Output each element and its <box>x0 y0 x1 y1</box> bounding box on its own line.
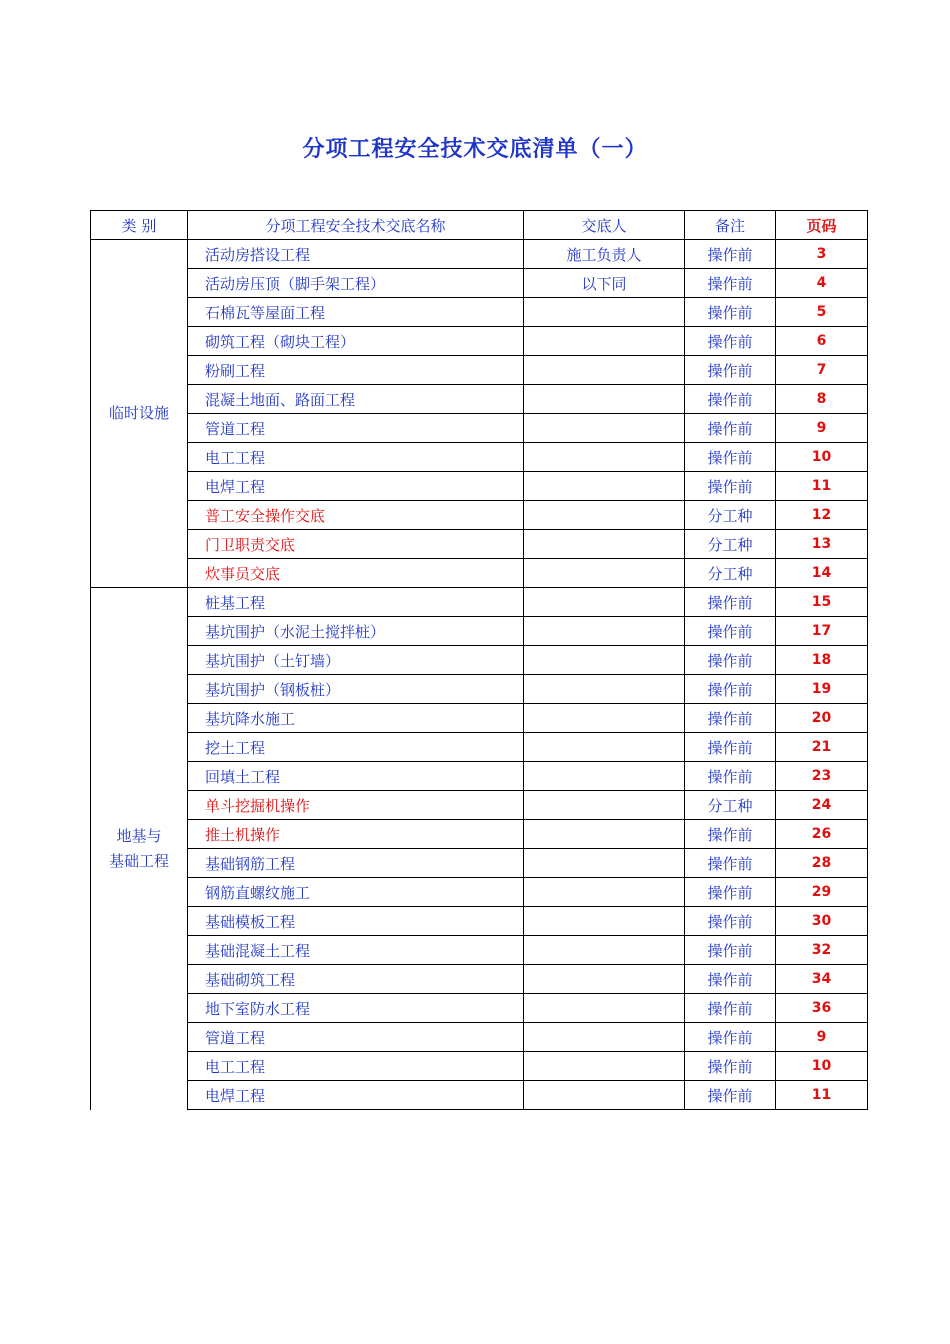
briefer-cell <box>524 820 685 849</box>
note-cell: 操作前 <box>685 907 776 936</box>
category-label: 地基与 <box>116 826 162 845</box>
table-row <box>91 733 868 762</box>
header-person: 交底人 <box>524 211 685 240</box>
note-cell: 操作前 <box>685 443 776 472</box>
page-number-cell: 12 <box>776 501 868 530</box>
briefer-cell <box>524 704 685 733</box>
table-row <box>91 994 868 1023</box>
table-row <box>91 530 868 559</box>
note-cell: 操作前 <box>685 820 776 849</box>
note-cell: 操作前 <box>685 472 776 501</box>
briefer-cell <box>524 327 685 356</box>
item-name-cell: 砌筑工程（砌块工程） <box>188 327 524 356</box>
briefer-cell <box>524 791 685 820</box>
page-title: 分项工程安全技术交底清单（一） <box>302 137 648 162</box>
briefer-cell <box>524 1052 685 1081</box>
page-number-cell: 36 <box>776 994 868 1023</box>
header-page: 页码 <box>776 211 868 240</box>
item-name-cell: 桩基工程 <box>188 588 524 617</box>
briefer-cell <box>524 936 685 965</box>
page-number-cell: 11 <box>776 1081 868 1110</box>
note-cell: 操作前 <box>685 414 776 443</box>
table-row <box>91 704 868 733</box>
briefer-cell <box>524 356 685 385</box>
table-row <box>91 414 868 443</box>
item-name-cell: 回填土工程 <box>188 762 524 791</box>
table-row <box>91 762 868 791</box>
table-row <box>91 907 868 936</box>
item-name-cell: 地下室防水工程 <box>188 994 524 1023</box>
item-name-cell: 普工安全操作交底 <box>188 501 524 530</box>
header-note: 备注 <box>685 211 776 240</box>
item-name-cell: 电工工程 <box>188 443 524 472</box>
page-number-cell: 30 <box>776 907 868 936</box>
page-number-cell: 10 <box>776 443 868 472</box>
item-name-cell: 基坑降水施工 <box>188 704 524 733</box>
table-row <box>91 849 868 878</box>
header-name: 分项工程安全技术交底名称 <box>188 211 524 240</box>
note-cell: 分工种 <box>685 791 776 820</box>
page-number-cell: 14 <box>776 559 868 588</box>
page-number-cell: 19 <box>776 675 868 704</box>
item-name-cell: 基坑围护（钢板桩） <box>188 675 524 704</box>
note-cell: 操作前 <box>685 1023 776 1052</box>
table-row <box>91 559 868 588</box>
note-cell: 操作前 <box>685 617 776 646</box>
page-number-cell: 9 <box>776 1023 868 1052</box>
briefer-cell <box>524 443 685 472</box>
item-name-cell: 粉刷工程 <box>188 356 524 385</box>
note-cell: 分工种 <box>685 530 776 559</box>
table-row <box>91 1023 868 1052</box>
table-row <box>91 791 868 820</box>
page-number-cell: 9 <box>776 414 868 443</box>
note-cell: 操作前 <box>685 994 776 1023</box>
note-cell: 分工种 <box>685 559 776 588</box>
briefer-cell <box>524 472 685 501</box>
table-body <box>91 240 868 1110</box>
page-number-cell: 10 <box>776 1052 868 1081</box>
briefer-cell <box>524 849 685 878</box>
item-name-cell: 基础钢筋工程 <box>188 849 524 878</box>
briefer-cell <box>524 762 685 791</box>
header-row <box>91 211 868 240</box>
page-number-cell: 7 <box>776 356 868 385</box>
note-cell: 操作前 <box>685 965 776 994</box>
note-cell: 操作前 <box>685 762 776 791</box>
briefer-cell <box>524 588 685 617</box>
item-name-cell: 基坑围护（土钉墙） <box>188 646 524 675</box>
page-number-cell: 34 <box>776 965 868 994</box>
note-cell: 操作前 <box>685 298 776 327</box>
item-name-cell: 电工工程 <box>188 1052 524 1081</box>
briefer-cell <box>524 559 685 588</box>
note-cell: 操作前 <box>685 704 776 733</box>
item-name-cell: 电焊工程 <box>188 1081 524 1110</box>
briefer-cell: 施工负责人 <box>524 240 685 269</box>
page-number-cell: 29 <box>776 878 868 907</box>
table-row <box>91 472 868 501</box>
table-row <box>91 936 868 965</box>
table-row <box>91 240 868 269</box>
page-number-cell: 3 <box>776 240 868 269</box>
note-cell: 操作前 <box>685 1052 776 1081</box>
table-row <box>91 675 868 704</box>
note-cell: 操作前 <box>685 936 776 965</box>
table-row <box>91 327 868 356</box>
briefer-cell: 以下同 <box>524 269 685 298</box>
item-name-cell: 炊事员交底 <box>188 559 524 588</box>
page-number-cell: 6 <box>776 327 868 356</box>
item-name-cell: 活动房搭设工程 <box>188 240 524 269</box>
table-row <box>91 298 868 327</box>
category-label: 临时设施 <box>108 404 169 422</box>
table-row <box>91 385 868 414</box>
item-name-cell: 基坑围护（水泥土搅拌桩） <box>188 617 524 646</box>
note-cell: 操作前 <box>685 327 776 356</box>
note-cell: 操作前 <box>685 269 776 298</box>
page-number-cell: 17 <box>776 617 868 646</box>
page-number-cell: 15 <box>776 588 868 617</box>
table-row <box>91 1052 868 1081</box>
page-number-cell: 23 <box>776 762 868 791</box>
item-name-cell: 管道工程 <box>188 1023 524 1052</box>
item-name-cell: 基础模板工程 <box>188 907 524 936</box>
item-name-cell: 石棉瓦等屋面工程 <box>188 298 524 327</box>
item-name-cell: 挖土工程 <box>188 733 524 762</box>
briefer-cell <box>524 675 685 704</box>
briefer-cell <box>524 1081 685 1110</box>
page-number-cell: 20 <box>776 704 868 733</box>
safety-briefing-table <box>90 210 868 1110</box>
header-category: 类 别 <box>91 211 188 240</box>
page-number-cell: 11 <box>776 472 868 501</box>
briefer-cell <box>524 617 685 646</box>
table-row <box>91 356 868 385</box>
table-row <box>91 617 868 646</box>
page-number-cell: 32 <box>776 936 868 965</box>
briefer-cell <box>524 878 685 907</box>
table-row <box>91 501 868 530</box>
table-row <box>91 820 868 849</box>
briefer-cell <box>524 907 685 936</box>
item-name-cell: 混凝土地面、路面工程 <box>188 385 524 414</box>
note-cell: 操作前 <box>685 588 776 617</box>
note-cell: 操作前 <box>685 385 776 414</box>
note-cell: 操作前 <box>685 356 776 385</box>
note-cell: 操作前 <box>685 1081 776 1110</box>
category-label: 基础工程 <box>108 851 169 870</box>
item-name-cell: 管道工程 <box>188 414 524 443</box>
page-number-cell: 26 <box>776 820 868 849</box>
briefer-cell <box>524 414 685 443</box>
briefer-cell <box>524 733 685 762</box>
note-cell: 分工种 <box>685 501 776 530</box>
note-cell: 操作前 <box>685 646 776 675</box>
table-row <box>91 1081 868 1110</box>
note-cell: 操作前 <box>685 733 776 762</box>
item-name-cell: 推土机操作 <box>188 820 524 849</box>
category-cell <box>91 588 188 1110</box>
category-cell <box>91 240 188 588</box>
page-number-cell: 5 <box>776 298 868 327</box>
briefer-cell <box>524 1023 685 1052</box>
briefer-cell <box>524 501 685 530</box>
page-number-cell: 13 <box>776 530 868 559</box>
item-name-cell: 基础混凝土工程 <box>188 936 524 965</box>
note-cell: 操作前 <box>685 240 776 269</box>
table-row <box>91 269 868 298</box>
item-name-cell: 门卫职责交底 <box>188 530 524 559</box>
briefer-cell <box>524 298 685 327</box>
note-cell: 操作前 <box>685 878 776 907</box>
item-name-cell: 电焊工程 <box>188 472 524 501</box>
item-name-cell: 基础砌筑工程 <box>188 965 524 994</box>
table-row <box>91 965 868 994</box>
briefer-cell <box>524 530 685 559</box>
item-name-cell: 活动房压顶（脚手架工程） <box>188 269 524 298</box>
page-number-cell: 18 <box>776 646 868 675</box>
page-number-cell: 4 <box>776 269 868 298</box>
note-cell: 操作前 <box>685 849 776 878</box>
table-row <box>91 646 868 675</box>
page-number-cell: 28 <box>776 849 868 878</box>
table-row <box>91 443 868 472</box>
page-number-cell: 24 <box>776 791 868 820</box>
item-name-cell: 钢筋直螺纹施工 <box>188 878 524 907</box>
briefer-cell <box>524 385 685 414</box>
table-row <box>91 588 868 617</box>
page-number-cell: 8 <box>776 385 868 414</box>
briefer-cell <box>524 994 685 1023</box>
note-cell: 操作前 <box>685 675 776 704</box>
item-name-cell: 单斗挖掘机操作 <box>188 791 524 820</box>
briefer-cell <box>524 646 685 675</box>
table-row <box>91 878 868 907</box>
page-number-cell: 21 <box>776 733 868 762</box>
briefer-cell <box>524 965 685 994</box>
